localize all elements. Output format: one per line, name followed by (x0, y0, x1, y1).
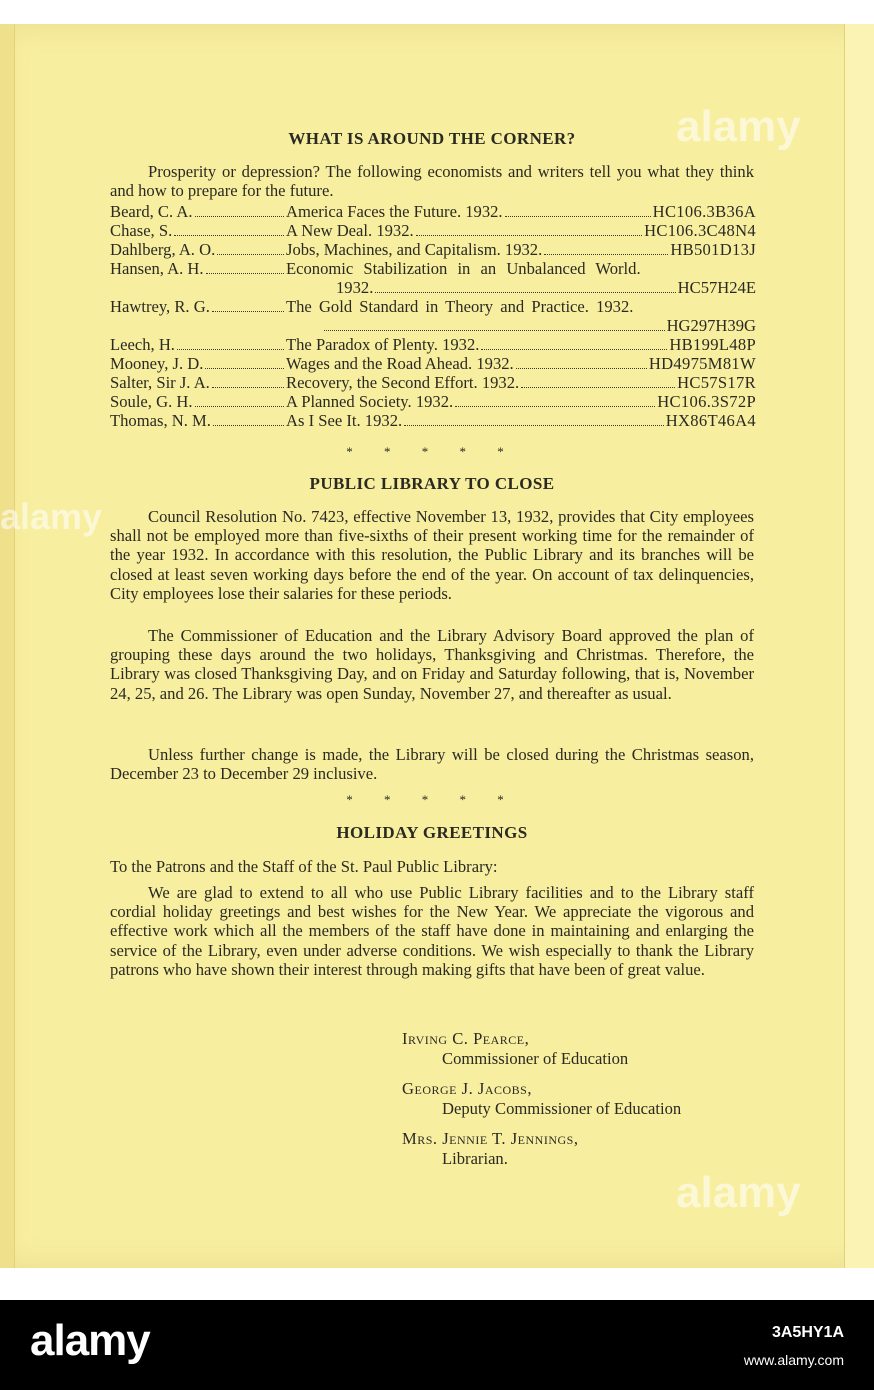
book-entry (110, 335, 756, 354)
call-number: HB199L48P (669, 335, 756, 354)
page-fold-left (0, 24, 15, 1268)
call-number: HC106.3B36A (652, 202, 756, 221)
book-entry (110, 259, 756, 278)
book-author: Soule, G. H. (110, 392, 193, 411)
watermark: alamy (676, 102, 801, 151)
call-number: HC106.3C48N4 (644, 221, 756, 240)
book-entry (110, 411, 756, 430)
book-author: Thomas, N. M. (110, 411, 211, 430)
closure-paragraph-2: The Commissioner of Education and the Library Advisory Board approved the plan of grouping these days around the two holidays, Thanksgiving and Christmas. Therefore, the Library was closed Thanksgiving Day, and on Friday and Saturday following, that is, November 24, 25, and 26. The Library was open Sunday, November 27, and thereafter as usual. (110, 626, 754, 703)
greeting-body: We are glad to extend to all who use Public Library facilities and to the Library staff cordial holiday greetings and best wishes for the New Year. We appreciate the vigorous and effective work which all the members of the staff have done in maintaining and enlarging the service of the Library, even under adverse conditions. We wish especially to thank the Library patrons who have shown their interest through making gifts that have been of great value. (110, 883, 754, 979)
closure-paragraph-1: Council Resolution No. 7423, effective November 13, 1932, provides that City employees shall not be employed more than five-sixths of their present working time for the remainder of the year 1932. In accordance with this resolution, the Public Library and its branches will be closed at least seven working days before the end of the year. On account of tax delinquencies, City employees lose their salaries for these periods. (110, 507, 754, 603)
watermark: alamy (676, 1168, 801, 1217)
book-entry (110, 240, 756, 259)
book-title: The Paradox of Plenty. 1932. (286, 335, 480, 354)
book-author: Mooney, J. D. (110, 354, 204, 373)
page-fold-right (844, 24, 874, 1268)
book-title: 1932. (336, 278, 374, 297)
book-title: Economic Stabilization in an Unbalanced World. (286, 259, 641, 278)
watermark: alamy (0, 496, 103, 537)
book-entry (110, 297, 756, 316)
call-number: HX86T46A4 (665, 411, 756, 430)
section-divider: * * * * * (346, 792, 518, 807)
book-entry-continued (336, 278, 756, 297)
book-title: Jobs, Machines, and Capitalism. 1932. (286, 240, 543, 259)
section-heading-around-the-corner: WHAT IS AROUND THE CORNER? (288, 129, 576, 148)
book-author: Hansen, A. H. (110, 259, 204, 278)
book-title: America Faces the Future. 1932. (286, 202, 503, 221)
book-author: Dahlberg, A. O. (110, 240, 216, 259)
section-divider: * * * * * (346, 444, 518, 459)
signatory-name: Mrs. Jennie T. Jennings, (402, 1129, 579, 1148)
call-number: HD4975M81W (648, 354, 756, 373)
book-entry (110, 221, 756, 240)
book-title: A New Deal. 1932. (286, 221, 414, 240)
book-entry (110, 373, 756, 392)
book-title: A Planned Society. 1932. (286, 392, 454, 411)
call-number: HC57H24E (677, 278, 756, 297)
stock-image-id: 3A5HY1A (771, 1324, 844, 1341)
signatory-role: Deputy Commissioner of Education (442, 1099, 682, 1118)
book-entry (110, 202, 756, 221)
book-title: The Gold Standard in Theory and Practice. 1932. (286, 297, 634, 316)
book-author: Leech, H. (110, 335, 175, 354)
section-heading-library-close: PUBLIC LIBRARY TO CLOSE (309, 474, 555, 493)
greeting-salutation: To the Patrons and the Staff of the St. Paul Public Library: (110, 857, 498, 876)
book-entry-continued (322, 316, 756, 335)
book-title: As I See It. 1932. (286, 411, 403, 430)
book-title: Recovery, the Second Effort. 1932. (286, 373, 520, 392)
book-author: Salter, Sir J. A. (110, 373, 210, 392)
book-entry (110, 354, 756, 373)
stock-url: www.alamy.com (743, 1352, 844, 1368)
book-title: Wages and the Road Ahead. 1932. (286, 354, 514, 373)
intro-paragraph: Prosperity or depression? The following economists and writers tell you what they think and how to prepare for the future. (110, 162, 754, 201)
call-number: HC106.3S72P (657, 392, 756, 411)
call-number: HB501D13J (670, 240, 756, 259)
book-author: Beard, C. A. (110, 202, 193, 221)
signatory-name: Irving C. Pearce, (402, 1029, 530, 1048)
signatory-role: Librarian. (442, 1149, 508, 1168)
closure-paragraph-3: Unless further change is made, the Library will be closed during the Christmas season, December 23 to December 29 inclusive. (110, 745, 754, 784)
book-entry (110, 392, 756, 411)
stock-logo: alamy (30, 1316, 150, 1365)
book-author: Hawtrey, R. G. (110, 297, 210, 316)
call-number: HC57S17R (677, 373, 756, 392)
signatory-name: George J. Jacobs, (402, 1079, 533, 1098)
signatory-role: Commissioner of Education (442, 1049, 629, 1068)
book-author: Chase, S. (110, 221, 173, 240)
section-heading-holiday-greetings: HOLIDAY GREETINGS (336, 823, 528, 842)
call-number: HG297H39G (666, 316, 756, 335)
